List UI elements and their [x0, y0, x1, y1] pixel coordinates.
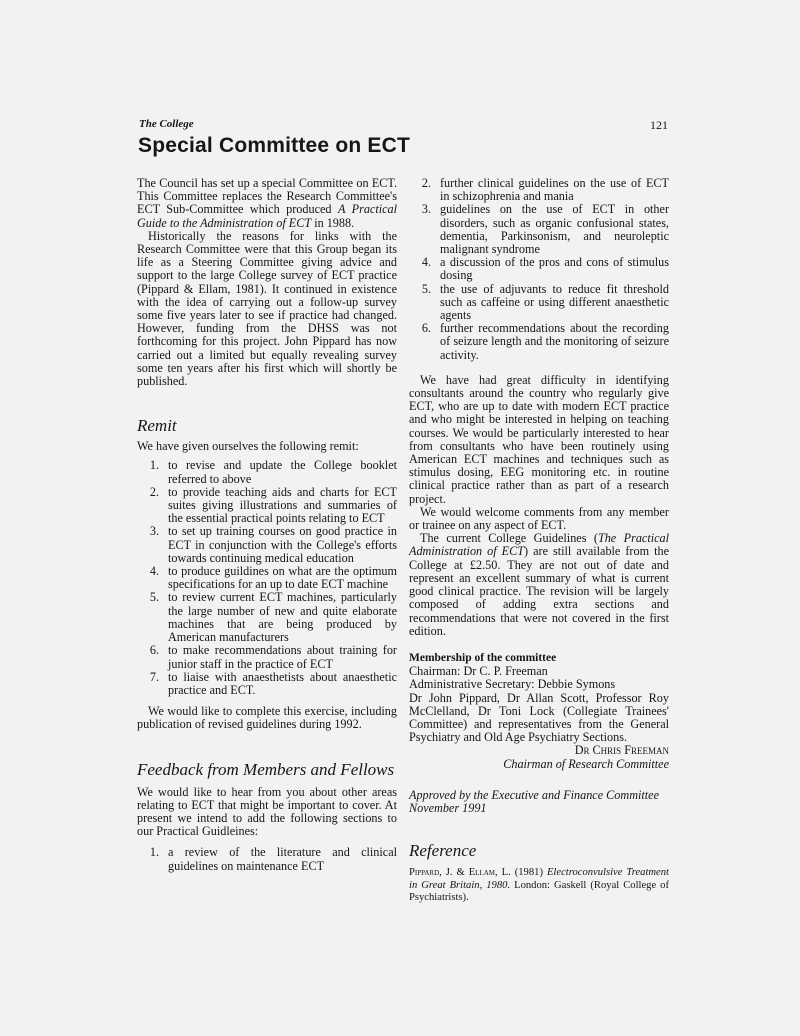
reference-heading: Reference — [409, 841, 477, 861]
remit-list — [137, 459, 397, 697]
reference-entry: Pippard, J. & Ellam, L. (1981) Electroconvulsive Treatment in Great Britain, 1980. London: Gaskell (Royal College of Psychiatrists). — [409, 867, 669, 904]
list-item: 5. to review current ECT machines, particularly the large number of new and quite elaborate machines that are being produced by American manufacturers — [149, 590, 397, 645]
list-item: 2. further clinical guidelines on the use of ECT in schizophrenia and mania — [421, 176, 669, 204]
list-item: 1. a review of the literature and clinical guidelines on maintenance ECT — [149, 845, 397, 873]
comments-paragraph: We would welcome comments from any member or trainee on any aspect of ECT. — [409, 504, 669, 533]
list-item: 6. to make recommendations about training for junior staff in the practice of ECT — [149, 643, 397, 671]
intro-paragraph-2: Historically the reasons for links with the Research Committee were that this Group began its life as a Steering Committee giving advice and support to the large College survey of ECT practice (Pippard & Ellam, 1981). It continued in existence with the idea of carrying out a follow-up survey some five years later to see if practice had changed. However, funding from the DHSS was not forthcoming for this project. John Pippard has now carried out a limited but equally revealing survey some ten years after his first which will shortly be published. — [137, 228, 397, 389]
feedback-lead: We would like to hear from you about other areas relating to ECT that might be important to cover. At present we intend to add the following sections to our Practical Guidleines: — [137, 784, 397, 839]
chairman-line: Chairman: Dr C. P. Freeman — [409, 664, 548, 679]
membership-section — [409, 652, 669, 771]
signature-role: Chairman of Research Committee — [503, 756, 669, 771]
right-column — [409, 177, 669, 905]
difficulty-paragraph: We have had great difficulty in identifying consultants around the country who regularly give ECT, who are up to date with modern ECT practice and who might be interested in helping on teaching courses. We would be particularly interested to hear from consultants who have been routinely using American ECT machines and techniques such as stimulus dosing, EEG monitoring etc. in routine clinical practice rather than as part of a research project. — [409, 372, 669, 506]
list-item: 2. to provide teaching aids and charts for ECT suites giving illustrations and summaries of the essential practical points relating to ECT — [149, 484, 397, 526]
intro-paragraph-1: The Council has set up a special Committee on ECT. This Committee replaces the Research Committee's ECT Sub-Committee which produced A Practical Guide to the Administration of ECT in 1988. — [137, 176, 397, 230]
signature-name: Dr Chris Freeman — [574, 743, 669, 758]
secretary-line: Administrative Secretary: Debbie Symons — [409, 677, 616, 692]
list-item: 5. the use of adjuvants to reduce fit threshold such as caffeine or using different anaesthetic agents — [421, 281, 669, 323]
list-item: 3. guidelines on the use of ECT in other disorders, such as organic confusional states, dementia, Parkinsonism, and neuroleptic malignant syndrome — [421, 202, 669, 257]
page-title: Special Committee on ECT — [138, 134, 411, 157]
approval-note: Approved by the Executive and Finance Committee November 1991 — [409, 787, 659, 815]
list-item: 6. further recommendations about the recording of seizure length and the monitoring of seizure activity. — [421, 321, 669, 362]
list-item: 4. to produce guildines on what are the optimum specifications for an up to date ECT machine — [149, 564, 397, 592]
members-list: Dr John Pippard, Dr Allan Scott, Professor Roy McClelland, Dr Toni Lock (Collegiate Trainees' Committee) and representatives from the General Psychiatry and Old Age Psychiatry Sections. — [409, 690, 669, 745]
feedback-list-continued — [409, 177, 669, 362]
left-column — [137, 177, 397, 873]
guidelines-title: The Practical Administration of ECT — [409, 531, 669, 559]
list-item: 4. a discussion of the pros and cons of stimulus dosing — [421, 255, 669, 283]
list-item: 1. to revise and update the College booklet referred to above — [149, 458, 397, 486]
membership-heading: Membership of the committee — [409, 651, 557, 664]
remit-heading: Remit — [137, 416, 177, 436]
remit-closing: We would like to complete this exercise, including publication of revised guidelines during 1992. — [137, 704, 397, 732]
list-item: 7. to liaise with anaesthetists about anaesthetic practice and ECT. — [149, 669, 397, 697]
feedback-list-start — [137, 846, 397, 872]
feedback-heading: Feedback from Members and Fellows — [137, 759, 395, 779]
booklet-title: A Practical Guide to the Administration of ECT — [137, 202, 397, 230]
remit-lead: We have given ourselves the following remit: — [137, 439, 359, 454]
list-item: 3. to set up training courses on good practice in ECT in conjunction with the College's efforts towards continuing medical education — [149, 524, 397, 565]
current-guidelines-paragraph: The current College Guidelines (The Practical Administration of ECT) are still available from the College at £2.50. They are not out of date and represent an excellent summary of what is current good clinical practice. The revision will be largely composed of adding extra sections and recommendations that were not covered in the first edition. — [409, 531, 669, 638]
page-number: 121 — [650, 118, 668, 132]
running-head: The College — [139, 118, 194, 130]
